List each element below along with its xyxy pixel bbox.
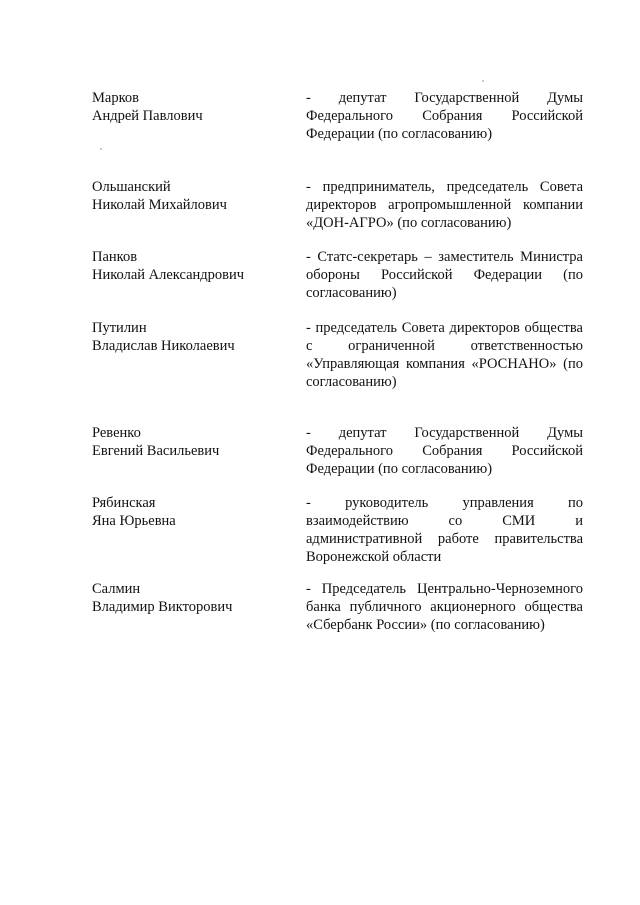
member-name: Евгений Васильевич [92,443,220,459]
member-person [92,424,292,460]
member-person [92,89,292,125]
member-surname: Путилин [92,320,147,336]
member-name: Андрей Павлович [92,108,203,124]
member-surname: Панков [92,249,138,265]
member-surname: Салмин [92,581,141,597]
member-name: Николай Михайлович [92,197,227,213]
member-role: - Статс-секретарь – заместитель Министра обороны Российской Федерации (по согласованию) [306,249,583,301]
member-name: Владислав Николаевич [92,338,235,354]
member-name: Владимир Викторович [92,599,233,615]
member-role: - депутат Государственной Думы Федерального Собрания Российской Федерации (по согласованию) [306,425,583,477]
member-surname: Марков [92,90,139,106]
member-role: - предприниматель, председатель Совета директоров агропромышленной компании «ДОН-АГРО» (по согласованию) [306,179,583,231]
member-name: Николай Александрович [92,267,245,283]
scan-speck [100,148,102,150]
member-role: - руководитель управления по взаимодействию со СМИ и административной работе правительства Воронежской области [306,495,583,565]
scan-speck [482,80,484,82]
member-person [92,494,292,530]
member-surname: Рябинская [92,495,156,511]
member-role: - депутат Государственной Думы Федерального Собрания Российской Федерации (по согласованию) [306,90,583,142]
member-name: Яна Юрьевна [92,513,176,529]
member-role: - Председатель Центрально-Черноземного банка публичного акционерного общества «Сбербанк России» (по согласованию) [306,581,583,633]
member-person [92,248,292,284]
member-surname: Ольшанский [92,179,171,195]
member-surname: Ревенко [92,425,141,441]
member-person [92,580,292,616]
member-person [92,319,292,355]
member-person [92,178,292,214]
member-role: - председатель Совета директоров общества с ограниченной ответственностью «Управляющая компания «РОСНАНО» (по согласованию) [306,320,583,390]
